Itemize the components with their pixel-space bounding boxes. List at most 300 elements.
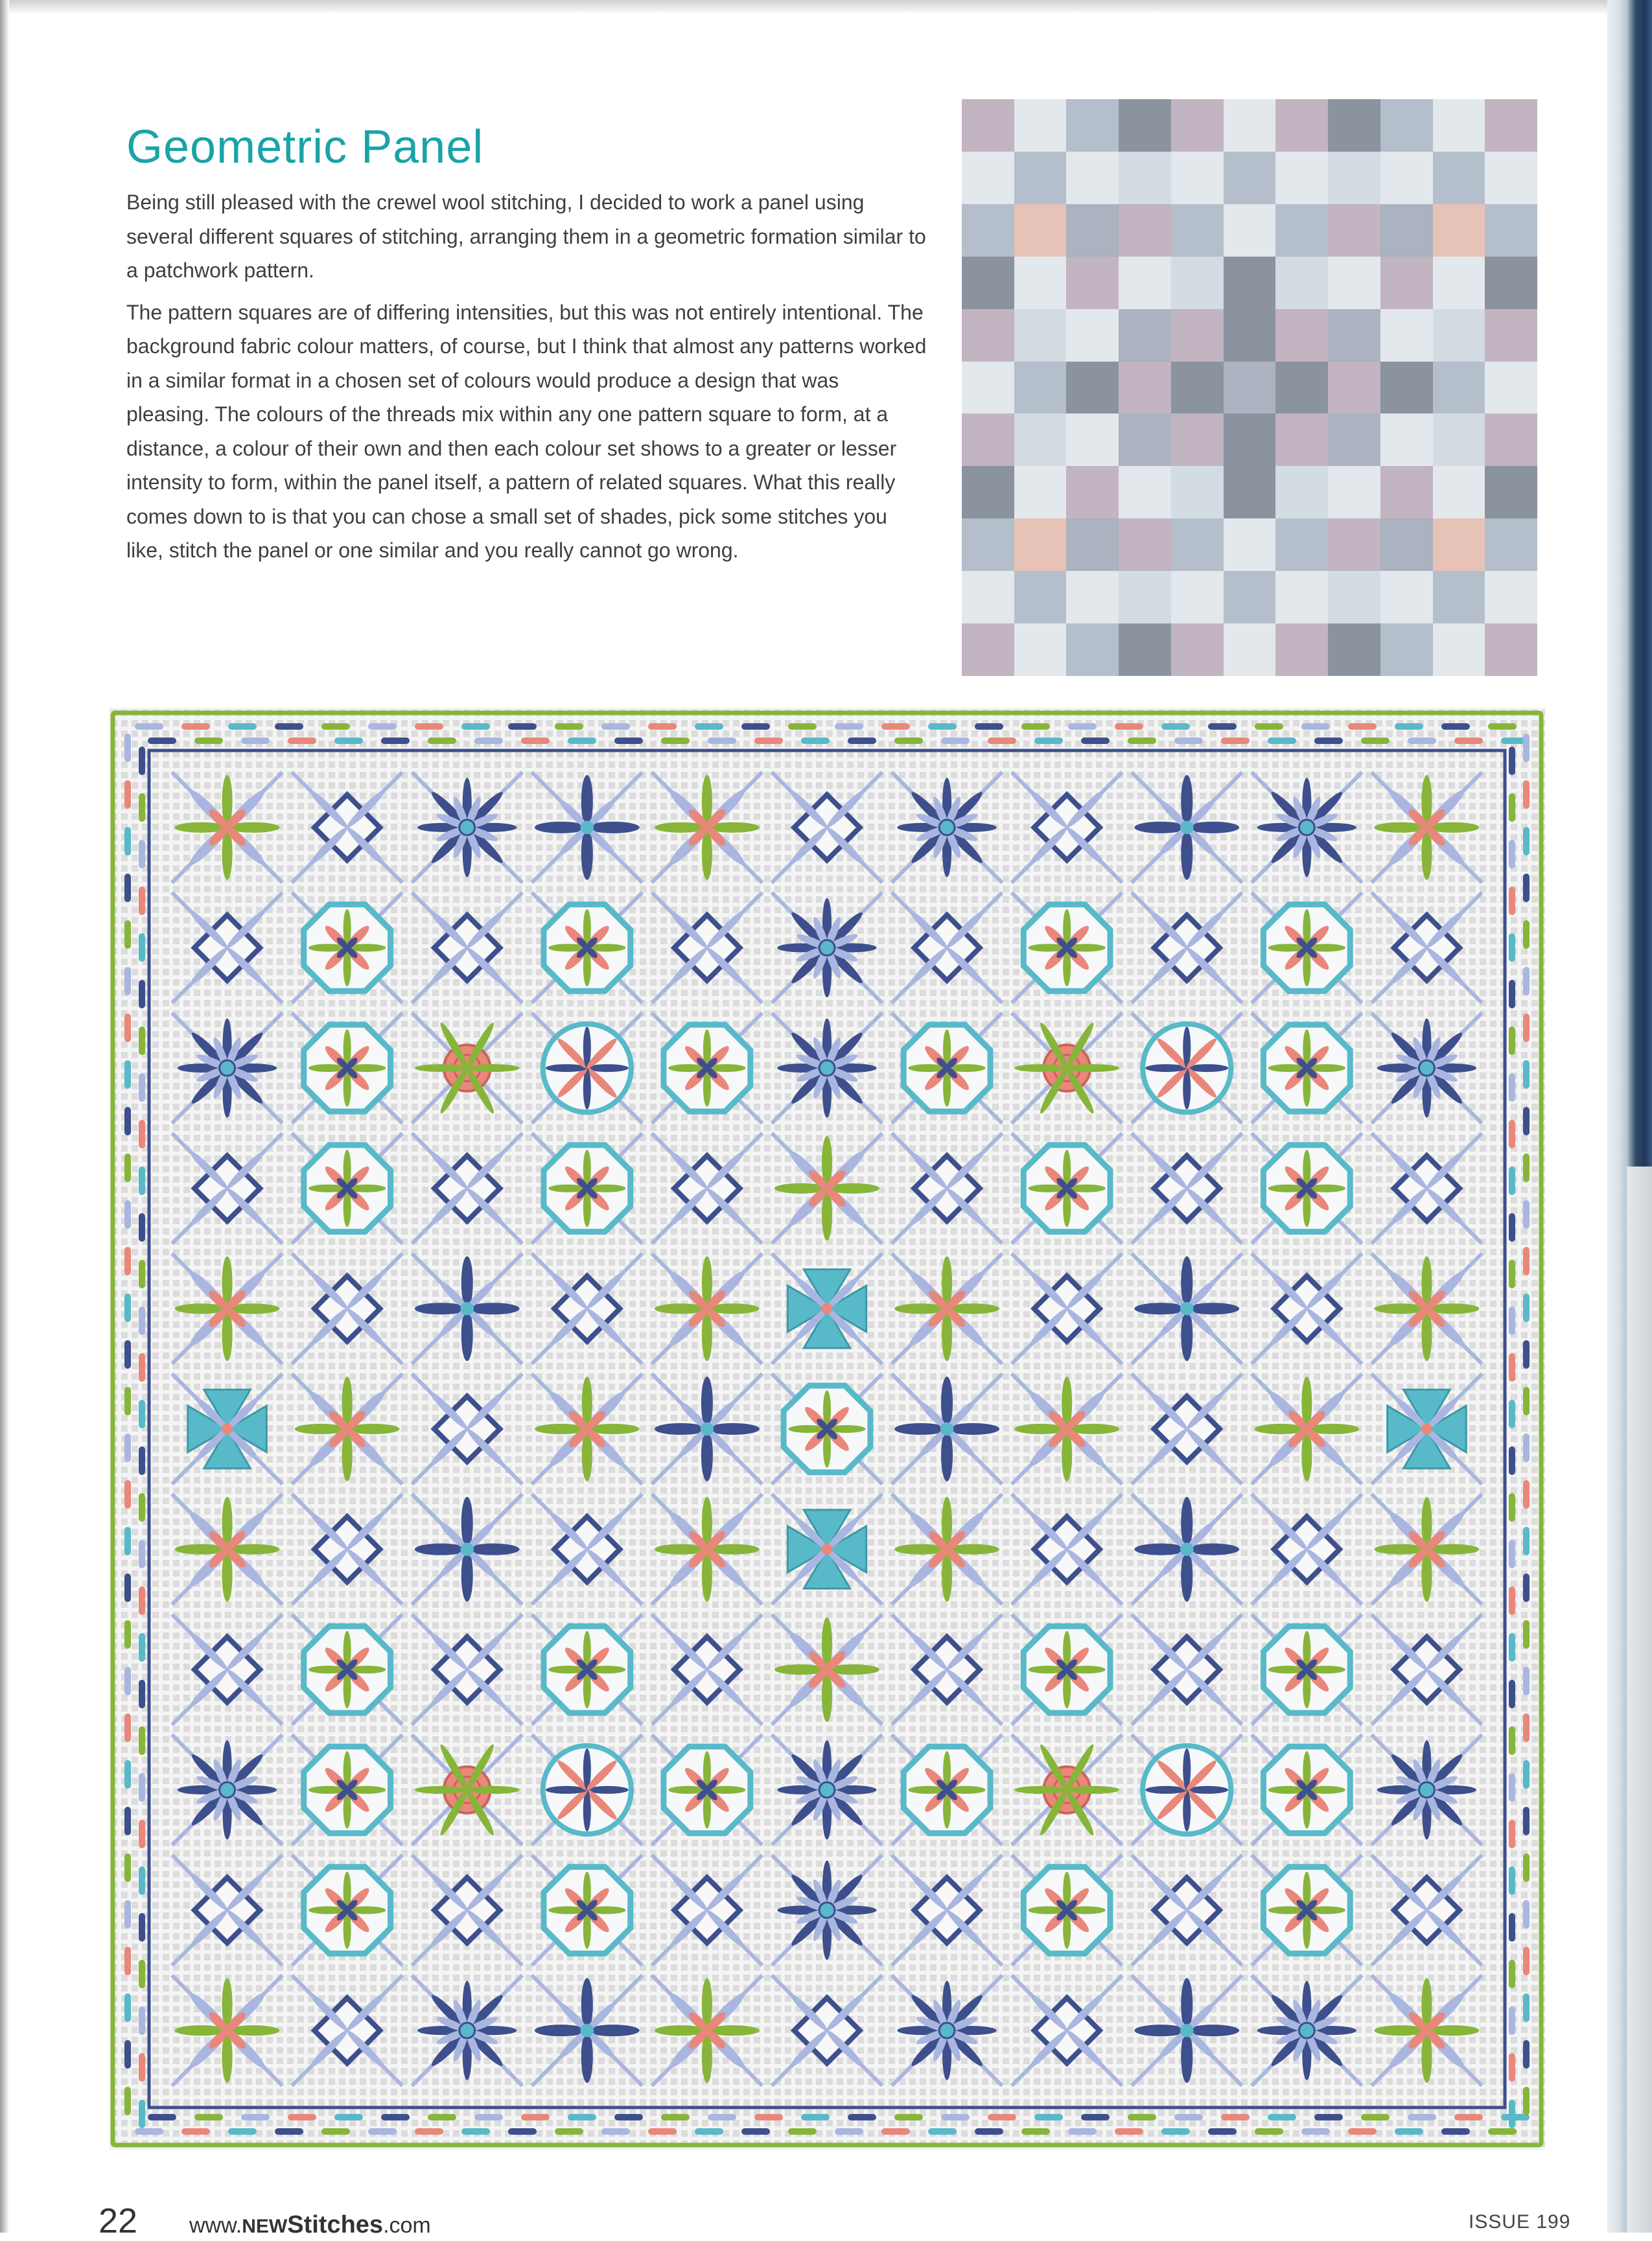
motif-F [1371, 1975, 1482, 2085]
cross-eye [581, 2024, 594, 2037]
photo-patch [1171, 571, 1224, 623]
photo-patch [962, 362, 1014, 414]
border-stitch [928, 2128, 957, 2135]
article-title: Geometric Panel [126, 121, 484, 173]
star-eye [1299, 2023, 1314, 2038]
border-stitch [614, 2114, 643, 2120]
website-url [189, 2211, 431, 2239]
border-stitch [894, 2114, 923, 2120]
border-stitch [1523, 1434, 1530, 1462]
border-stitch [1509, 1680, 1515, 1708]
border-stitch [521, 2114, 550, 2120]
rosette-arm [1067, 1064, 1119, 1072]
border-stitch [139, 1773, 145, 1802]
border-stitch [881, 2128, 910, 2135]
border-stitch [975, 723, 1003, 730]
chart-motifs [172, 772, 1482, 2086]
border-stitch [334, 2114, 363, 2120]
border-stitch [1314, 737, 1343, 744]
motif-F [1251, 1374, 1362, 1484]
motif-A [772, 1494, 882, 1604]
motif-O [532, 1133, 642, 1244]
border-stitch [848, 2114, 876, 2120]
motif-F [292, 1374, 402, 1484]
motif-F [652, 1494, 762, 1604]
photo-patch [1275, 309, 1328, 362]
border-stitch [1523, 1247, 1530, 1275]
cross-eye [1180, 1302, 1193, 1315]
border-stitch [754, 2114, 783, 2120]
photo-patch [1485, 309, 1537, 362]
photo-patch [1433, 257, 1485, 309]
border-stitch [124, 1900, 131, 1929]
border-stitch [1174, 737, 1203, 744]
border-stitch [415, 2128, 443, 2135]
border-stitch [139, 1400, 145, 1428]
photo-patch [1014, 571, 1067, 623]
border-stitch [288, 737, 316, 744]
photo-patch [1275, 152, 1328, 204]
border-stitch [1509, 2053, 1515, 2082]
photo-patch [1224, 571, 1276, 623]
motif-C [412, 1494, 522, 1604]
border-stitch [139, 1540, 145, 1568]
border-stitch [1509, 1820, 1515, 1848]
photo-patch [1119, 518, 1171, 571]
rosette-arm [1014, 1064, 1067, 1072]
photo-patch [1433, 362, 1485, 414]
photo-patch [1380, 571, 1433, 623]
border-stitch [1509, 1633, 1515, 1662]
border-stitch [241, 2114, 270, 2120]
border-stitch [1068, 2128, 1097, 2135]
border-stitch [1523, 1760, 1530, 1789]
border-stitch [975, 2128, 1003, 2135]
photo-patch [1485, 571, 1537, 623]
border-stitch [508, 2128, 537, 2135]
border-stitch [124, 1387, 131, 1415]
border-stitch [124, 1014, 131, 1042]
motif-S [172, 1013, 282, 1123]
photo-patch [1119, 204, 1171, 257]
border-stitch [124, 1480, 131, 1509]
border-stitch [1208, 723, 1237, 730]
border-stitch [941, 737, 970, 744]
border-stitch [1523, 780, 1530, 809]
border-stitch [1395, 723, 1423, 730]
photo-patch [1380, 466, 1433, 518]
border-stitch [1081, 2114, 1110, 2120]
photo-patch [1066, 623, 1119, 676]
border-stitch [124, 734, 131, 762]
border-stitch [1454, 2114, 1483, 2120]
motif-C [532, 772, 642, 883]
motif-A [772, 1253, 882, 1364]
border-stitch [1509, 1586, 1515, 1615]
border-stitch [321, 2128, 350, 2135]
border-stitch [428, 2114, 456, 2120]
border-stitch [988, 2114, 1016, 2120]
border-stitch [1488, 2128, 1517, 2135]
border-stitch [124, 920, 131, 949]
motif-S [772, 892, 882, 1003]
border-stitch [1509, 1446, 1515, 1475]
border-stitch [1523, 1900, 1530, 1929]
photo-patch [1171, 204, 1224, 257]
rosette-arm [1067, 1786, 1119, 1794]
border-stitch [741, 2128, 770, 2135]
border-stitch [601, 723, 630, 730]
border-stitch [139, 1120, 145, 1148]
photo-patch [1014, 204, 1067, 257]
border-stitch [1208, 2128, 1237, 2135]
border-stitch [1128, 737, 1156, 744]
border-stitch [1523, 920, 1530, 949]
border-stitch [1523, 827, 1530, 855]
photo-patch [1328, 362, 1380, 414]
border-stitch [1509, 1913, 1515, 1942]
photo-patch [1380, 518, 1433, 571]
photo-patch [1275, 571, 1328, 623]
motif-S [892, 1975, 1002, 2085]
border-stitch [139, 747, 145, 775]
photo-patch [1171, 413, 1224, 466]
motif-O [652, 1013, 762, 1123]
article-paragraph-1: Being still pleased with the crewel wool stitching, I decided to work a panel using several different squares of stitching, arranging them in a geometric formation similar to a patchwork pattern. [126, 191, 926, 282]
star-eye [220, 1060, 235, 1076]
motif-F [532, 1374, 642, 1484]
border-stitch [1509, 980, 1515, 1008]
photo-patch [1066, 466, 1119, 518]
motif-O [892, 1735, 1002, 1845]
rosette-arm [415, 1786, 467, 1794]
star-eye [939, 2023, 955, 2038]
border-stitch [1509, 887, 1515, 915]
motif-F [892, 1253, 1002, 1364]
cross-eye [701, 1422, 714, 1435]
border-stitch [568, 737, 596, 744]
motif-O [892, 1013, 1002, 1123]
border-stitch [555, 723, 583, 730]
stitch-chart-svg [109, 708, 1545, 2150]
border-stitch [754, 737, 783, 744]
motif-S [772, 1013, 882, 1123]
border-stitch [461, 723, 490, 730]
photo-patch [1014, 413, 1067, 466]
photo-patch [1380, 99, 1433, 152]
motif-O [292, 1735, 402, 1845]
border-stitch [1523, 1527, 1530, 1555]
photo-patch [1224, 99, 1276, 152]
border-stitch [139, 840, 145, 868]
page-number: 22 [99, 2201, 138, 2240]
photo-patch [1014, 257, 1067, 309]
border-stitch [1314, 2114, 1343, 2120]
border-stitch [139, 1213, 145, 1242]
border-stitch [124, 1667, 131, 1695]
border-stitch [415, 723, 443, 730]
border-stitch [194, 2114, 223, 2120]
border-stitch [1523, 874, 1530, 902]
border-stitch [1174, 2114, 1203, 2120]
border-stitch [124, 1527, 131, 1555]
border-stitch [275, 723, 303, 730]
border-stitch [124, 874, 131, 902]
photo-patch [1066, 571, 1119, 623]
photo-patch [1328, 204, 1380, 257]
scan-edge-left [0, 0, 9, 2233]
motif-O [532, 892, 642, 1003]
border-stitch [1441, 2128, 1470, 2135]
border-stitch [139, 1633, 145, 1662]
border-stitch [1523, 1713, 1530, 1742]
facing-page-edge [1627, 1167, 1652, 2233]
motif-F [652, 1253, 762, 1364]
motif-F [1371, 1253, 1482, 1364]
star-eye [220, 1782, 235, 1798]
border-stitch [139, 1726, 145, 1755]
issue-number: ISSUE 199 [1469, 2211, 1571, 2233]
photo-patch [1014, 309, 1067, 362]
photo-patch [1380, 257, 1433, 309]
border-stitch [881, 723, 910, 730]
photo-patch [1119, 309, 1171, 362]
photo-patch [1119, 257, 1171, 309]
cross-eye [581, 821, 594, 834]
border-stitch [568, 2114, 596, 2120]
motif-C [1132, 1494, 1242, 1604]
motif-F [652, 772, 762, 883]
border-stitch [1523, 1947, 1530, 1975]
border-stitch [194, 737, 223, 744]
photo-patch [1224, 152, 1276, 204]
photo-patch [1119, 466, 1171, 518]
photo-patch [962, 257, 1014, 309]
motif-F [1012, 1374, 1122, 1484]
motif-S [772, 1855, 882, 1965]
motif-O [292, 1855, 402, 1965]
border-stitch [124, 780, 131, 809]
border-stitch [321, 723, 350, 730]
photo-patch [1119, 152, 1171, 204]
border-stitch [941, 2114, 970, 2120]
border-stitch [135, 723, 163, 730]
motif-F [772, 1133, 882, 1244]
brand-stitches: Stitches [287, 2211, 384, 2238]
border-stitch [135, 2128, 163, 2135]
border-stitch [381, 2114, 410, 2120]
border-stitch [1509, 1493, 1515, 1522]
border-stitch [1523, 1807, 1530, 1835]
border-stitch [648, 723, 677, 730]
motif-S [772, 1735, 882, 1845]
photo-patch [1171, 257, 1224, 309]
border-stitch [1509, 1306, 1515, 1335]
photo-patch [1485, 152, 1537, 204]
border-stitch [788, 723, 817, 730]
border-stitch [124, 1807, 131, 1835]
border-stitch [428, 737, 456, 744]
border-stitch [661, 2114, 690, 2120]
border-stitch [695, 723, 723, 730]
rosette-arm [1014, 1786, 1067, 1794]
motif-F [772, 1614, 882, 1724]
photo-patch [1066, 413, 1119, 466]
border-stitch [508, 723, 537, 730]
photo-patch [1014, 623, 1067, 676]
motif-O [1251, 1735, 1362, 1845]
photo-patch [1171, 99, 1224, 152]
photo-patch [1433, 518, 1485, 571]
motif-O [1251, 1614, 1362, 1724]
border-stitch [139, 1820, 145, 1848]
border-stitch [1509, 1260, 1515, 1288]
photo-patch [1433, 204, 1485, 257]
photo-patch [1485, 413, 1537, 466]
border-stitch [241, 737, 270, 744]
photo-patch [1119, 571, 1171, 623]
fan-centre [1421, 1423, 1432, 1434]
border-stitch [1523, 1993, 1530, 2022]
motif-S [892, 772, 1002, 883]
border-stitch [1034, 2114, 1063, 2120]
photo-patch [1328, 518, 1380, 571]
star-eye [939, 820, 955, 835]
motif-O [1012, 1614, 1122, 1724]
photo-patch [1275, 257, 1328, 309]
scan-edge-top [0, 0, 1652, 14]
border-stitch [1509, 1213, 1515, 1242]
border-stitch [1509, 1167, 1515, 1195]
border-stitch [1268, 2114, 1296, 2120]
border-stitch [788, 2128, 817, 2135]
motif-F [172, 1494, 282, 1604]
border-stitch [139, 1073, 145, 1102]
border-stitch [835, 723, 863, 730]
motif-C [652, 1374, 762, 1484]
border-stitch [139, 1960, 145, 1988]
motif-S [412, 772, 522, 883]
border-stitch [181, 2128, 210, 2135]
border-stitch [1221, 2114, 1250, 2120]
border-stitch [1523, 1620, 1530, 1649]
border-stitch [1523, 1294, 1530, 1322]
cross-eye [461, 1542, 474, 1555]
photo-patch [1380, 152, 1433, 204]
border-stitch [1408, 737, 1436, 744]
border-stitch [1509, 1726, 1515, 1755]
border-stitch [1021, 2128, 1050, 2135]
border-stitch [801, 737, 830, 744]
border-stitch [1523, 1387, 1530, 1415]
border-stitch [139, 1167, 145, 1195]
border-stitch [1523, 1480, 1530, 1509]
border-stitch [124, 1200, 131, 1229]
photo-patch [1171, 362, 1224, 414]
border-stitch [139, 1027, 145, 1055]
photo-patch [962, 309, 1014, 362]
photo-patch [962, 413, 1014, 466]
motif-O [292, 1133, 402, 1244]
motif-C [892, 1374, 1002, 1484]
motif-M [532, 1013, 642, 1123]
photo-patch [962, 152, 1014, 204]
border-stitch [1161, 2128, 1190, 2135]
photo-patch [1014, 362, 1067, 414]
border-stitch [1523, 1667, 1530, 1695]
border-stitch [1509, 840, 1515, 868]
border-stitch [1348, 723, 1377, 730]
border-stitch [124, 1434, 131, 1462]
url-prefix: www. [189, 2213, 242, 2238]
border-stitch [139, 933, 145, 962]
blurred-panel-photo [962, 99, 1537, 676]
border-stitch [1523, 1340, 1530, 1369]
photo-patch [1275, 466, 1328, 518]
border-stitch [1509, 1540, 1515, 1568]
photo-patch [1066, 257, 1119, 309]
border-stitch [139, 1680, 145, 1708]
motif-F [1371, 772, 1482, 883]
border-stitch [148, 737, 176, 744]
star-eye [1419, 1782, 1435, 1798]
border-stitch [139, 793, 145, 822]
photo-patch [1433, 571, 1485, 623]
motif-M [532, 1735, 642, 1845]
article-body [126, 185, 927, 574]
photo-patch [1433, 152, 1485, 204]
photo-patch [1066, 518, 1119, 571]
border-stitch [1128, 2114, 1156, 2120]
border-stitch [228, 2128, 257, 2135]
border-stitch [1523, 1154, 1530, 1182]
photo-patch [1014, 99, 1067, 152]
border-stitch [139, 1306, 145, 1335]
border-stitch [124, 1853, 131, 1882]
motif-O [1251, 892, 1362, 1003]
border-stitch [1301, 723, 1330, 730]
photo-patch [1119, 362, 1171, 414]
border-stitch [124, 2040, 131, 2069]
photo-patch [1380, 309, 1433, 362]
photo-patch [1485, 99, 1537, 152]
border-stitch [1523, 1107, 1530, 1135]
rosette-arm [467, 1786, 520, 1794]
border-stitch [1523, 1060, 1530, 1089]
photo-patch [962, 623, 1014, 676]
border-stitch [1021, 723, 1050, 730]
photo-patch [1224, 204, 1276, 257]
border-stitch [1454, 737, 1483, 744]
motif-F [892, 1494, 1002, 1604]
border-stitch [695, 2128, 723, 2135]
border-stitch [124, 827, 131, 855]
motif-C [1132, 1253, 1242, 1364]
border-stitch [1509, 1866, 1515, 1895]
photo-patch [1275, 362, 1328, 414]
photo-patch [1485, 204, 1537, 257]
photo-patch [1119, 623, 1171, 676]
photo-patch [1224, 466, 1276, 518]
photo-patch [1275, 413, 1328, 466]
border-stitch [124, 1247, 131, 1275]
border-stitch [1361, 2114, 1390, 2120]
border-stitch [928, 723, 957, 730]
motif-O [292, 892, 402, 1003]
star-eye [460, 2023, 475, 2038]
border-stitch [139, 1866, 145, 1895]
border-stitch [124, 2087, 131, 2115]
